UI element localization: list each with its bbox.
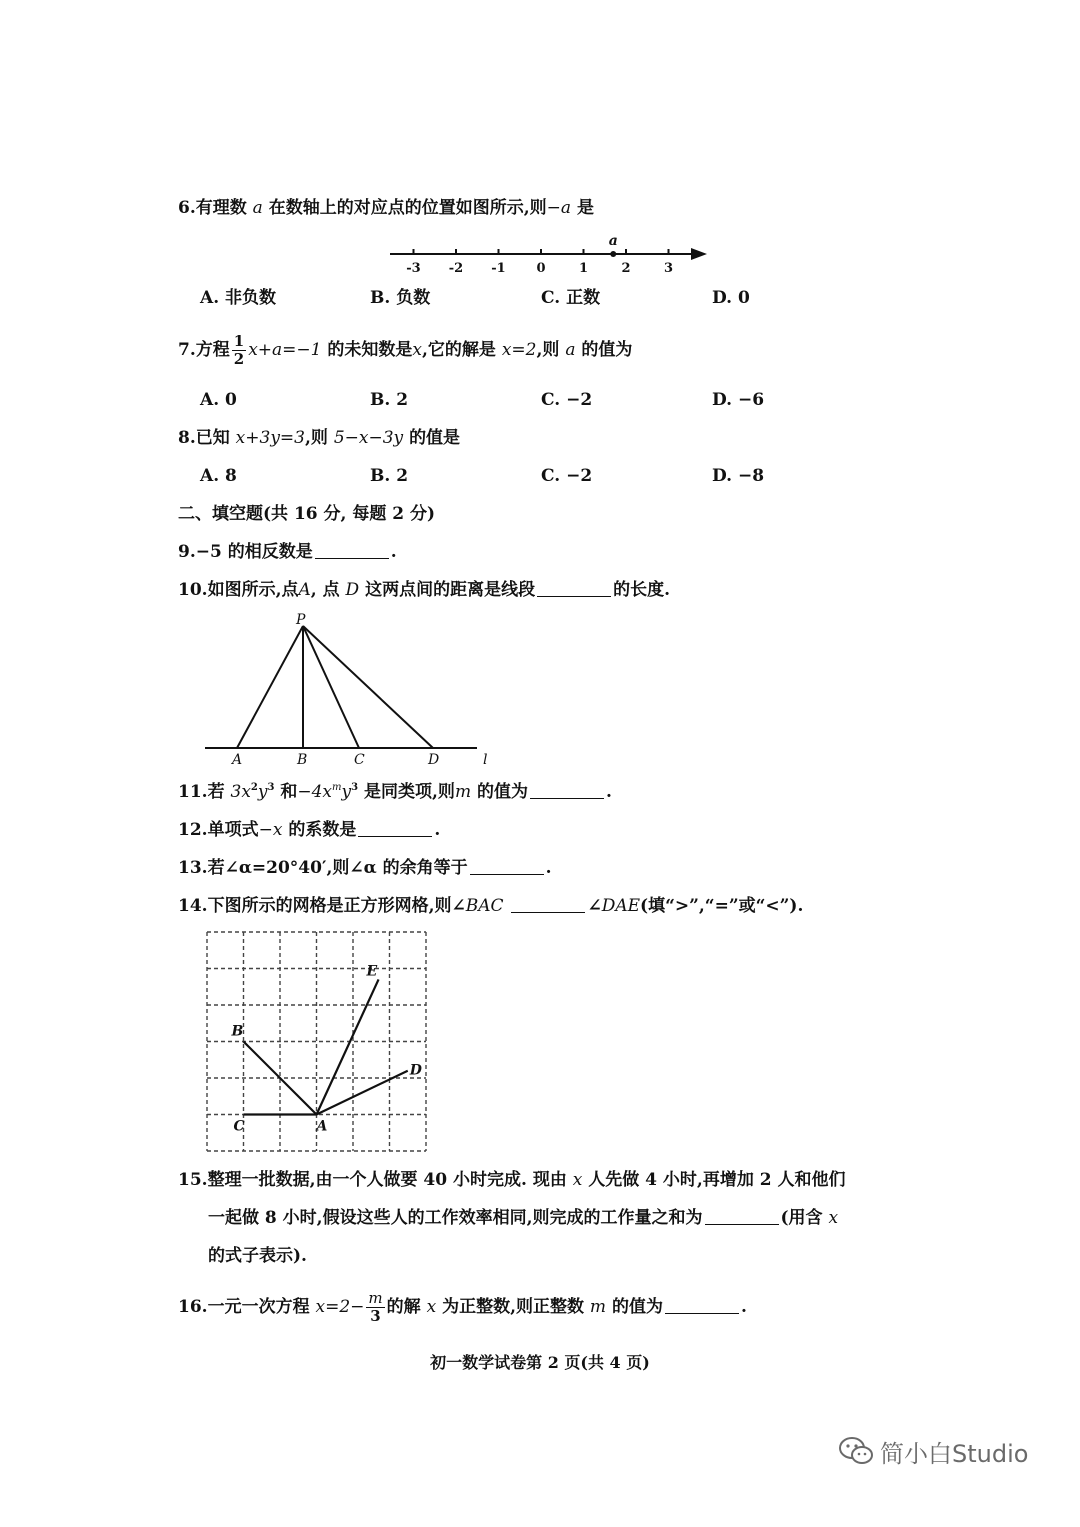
triangle-figure [205,612,505,772]
answer-blank[interactable] [470,856,544,875]
page-footer: 初一数学试卷第 2 页(共 4 页) [430,1353,650,1372]
answer-blank[interactable] [705,1206,779,1225]
answer-blank[interactable] [665,1295,739,1314]
number-line-arrow [691,248,707,260]
answer-blank[interactable] [511,894,585,913]
point-a-marker [610,251,616,257]
point-a-label: a [608,233,618,249]
label-d: D [409,1062,422,1079]
number-line-tick-label: -2 [448,261,464,276]
question-16: 16.一元一次方程 x=2− $\frac{m}{3}$ 的解 x 为正整数,则正整数 m 的值为 . [178,1289,747,1325]
number-line-tick-label: -1 [491,261,506,276]
q7-option-a[interactable]: A. 0 [200,390,237,410]
question-15-line-2: 一起做 8 小时,假设这些人的工作效率相同,则完成的工作量之和为 (用含 x [208,1208,839,1228]
q7-option-c[interactable]: C. −2 [541,390,593,410]
question-13: 13.若∠α=20°40′,则∠α 的余角等于 . [178,858,552,878]
question-10: 10.如图所示,点A, 点 D 这两点间的距离是线段 的长度. [178,580,671,600]
number-line-tick-label: 3 [663,261,674,276]
question-15-line-1: 15.整理一批数据,由一个人做要 40 小时完成. 现由 x 人先做 4 小时,再增加 2 人和他们 [178,1170,846,1190]
segment-ae [317,979,379,1114]
q7-option-d[interactable]: D. −6 [712,390,765,410]
question-15-line-3: 的式子表示). [208,1246,307,1266]
answer-blank[interactable] [315,540,389,559]
label-b: B [231,1023,244,1040]
number-line-tick-label: 0 [536,261,546,276]
grid-figure [205,930,435,1160]
q6-option-c[interactable]: C. 正数 [541,288,601,308]
question-12: 12.单项式−x 的系数是 . [178,820,441,840]
answer-blank[interactable] [530,780,604,799]
wechat-icon [838,1436,874,1472]
q6-option-b[interactable]: B. 负数 [370,288,431,308]
q8-option-b[interactable]: B. 2 [370,466,409,486]
question-7: 7.方程 $\frac{1}{2}$ x+a=−1 的未知数是x,它的解是 x=2,则 a 的值为 [178,332,633,368]
label-a: A [316,1118,328,1135]
label-c: C [233,1118,245,1135]
label-a: A [232,752,243,768]
segment-pc [303,626,359,748]
question-8: 8.已知 x+3y=3,则 5−x−3y 的值是 [178,428,461,448]
q6-option-a[interactable]: A. 非负数 [200,288,277,308]
q7-option-b[interactable]: B. 2 [370,390,409,410]
section-title: 二、填空题(共 16 分, 每题 2 分) [178,504,436,524]
answer-blank[interactable] [537,578,611,597]
number-line-tick-label: 2 [621,261,631,276]
number-line-tick-label: -3 [406,261,421,276]
q8-option-a[interactable]: A. 8 [200,466,237,486]
label-d: D [428,752,440,768]
question-14: 14.下图所示的网格是正方形网格,则∠BAC ∠DAE(填“>”,“=”或“<”). [178,896,804,916]
watermark: 简小白Studio [838,1434,1028,1472]
answer-blank[interactable] [358,818,432,837]
question-11: 11.若 $3x^2y^3$ 和$-4x^my^3$ 是同类项,则m 的值为 . [178,782,612,802]
label-p: P [296,612,306,628]
number-line-figure [385,228,715,278]
segment-pa [237,626,303,748]
question-6: 6.有理数 a 在数轴上的对应点的位置如图所示,则−a 是 [178,198,594,218]
fraction: $\frac{m}{3}$ [368,1289,383,1325]
segment-ad [317,1071,408,1115]
question-9: 9.−5 的相反数是 . [178,542,397,562]
number-line-tick-label: 1 [578,261,589,276]
q8-option-d[interactable]: D. −8 [712,466,765,486]
q8-option-c[interactable]: C. −2 [541,466,593,486]
label-b: B [297,752,308,768]
label-l: l [483,752,488,768]
fraction: $\frac{1}{2}$ [233,332,245,368]
label-e: E [366,963,378,980]
segment-pd [303,626,433,748]
label-c: C [354,752,365,768]
q6-option-d[interactable]: D. 0 [712,288,750,308]
